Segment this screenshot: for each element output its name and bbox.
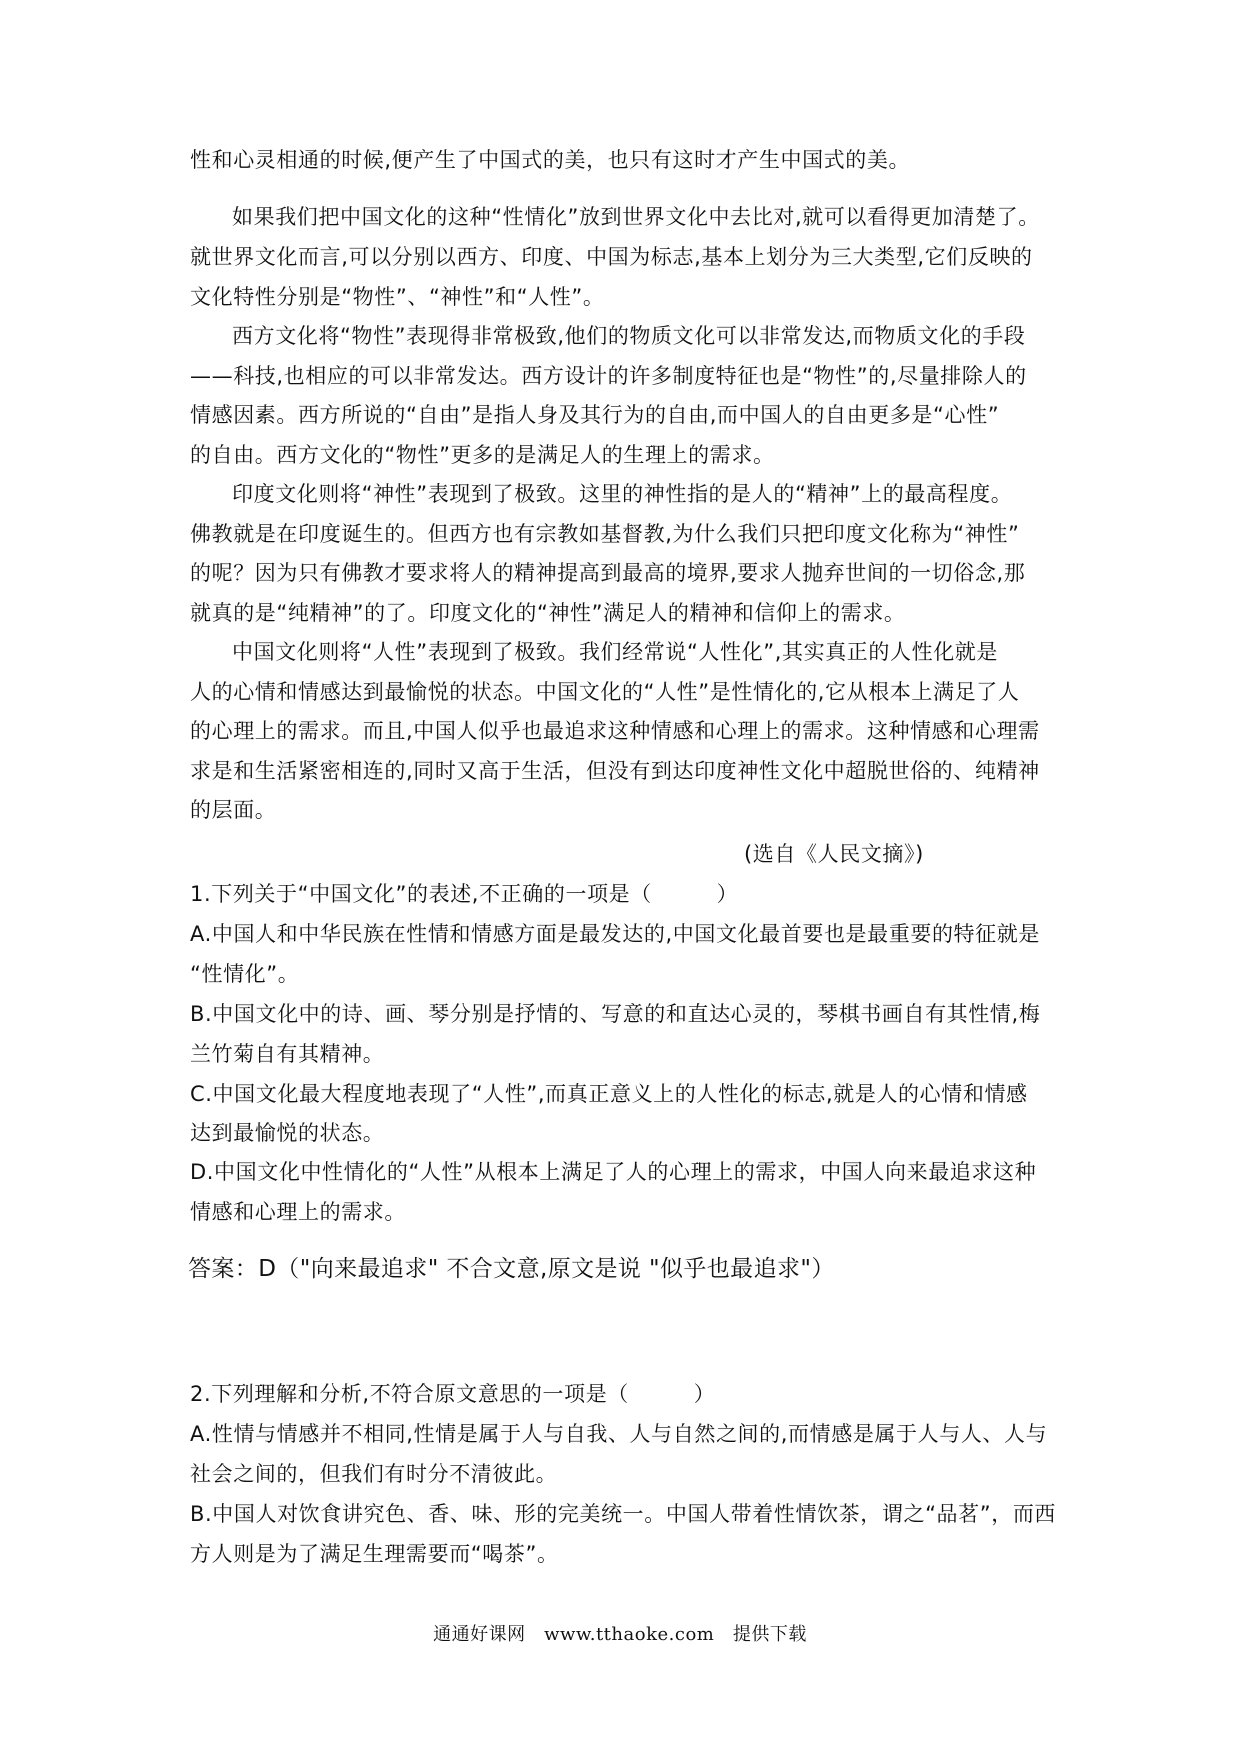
- passage-line: 情感因素。西方所说的“自由”是指人身及其行为的自由,而中国人的自由更多是“心性”: [190, 403, 1000, 427]
- question-2-option-b: B.中国人对饮食讲究色、香、味、形的完美统一。中国人带着性情饮茶，谓之“品茗”，而西: [190, 1502, 1057, 1526]
- question-1-option-a: A.中国人和中华民族在性情和情感方面是最发达的,中国文化最首要也是最重要的特征就是: [190, 922, 1040, 946]
- question-1-option-d: D.中国文化中性情化的“人性”从根本上满足了人的心理上的需求，中国人向来最追求这种: [190, 1160, 1037, 1184]
- question-1-option-c: C.中国文化最大程度地表现了“人性”,而真正意义上的人性化的标志,就是人的心情和情感: [190, 1082, 1028, 1106]
- question-1-stem: 1.下列关于“中国文化”的表述,不正确的一项是（ ）: [190, 882, 739, 906]
- question-2-option-a: A.性情与情感并不相同,性情是属于人与自我、人与自然之间的,而情感是属于人与人、人与: [190, 1422, 1048, 1446]
- question-1-option-b: B.中国文化中的诗、画、琴分别是抒情的、写意的和直达心灵的，琴棋书画自有其性情,梅: [190, 1002, 1041, 1026]
- passage-line: 中国文化则将“人性”表现到了极致。我们经常说“人性化”,其实真正的人性化就是: [232, 640, 998, 664]
- passage-line: 性和心灵相通的时候,便产生了中国式的美，也只有这时才产生中国式的美。: [190, 148, 911, 172]
- question-1-option-d: 情感和心理上的需求。: [190, 1200, 406, 1224]
- passage-line: 的呢？因为只有佛教才要求将人的精神提高到最高的境界,要求人抛弃世间的一切俗念,那: [190, 561, 1026, 585]
- question-1-option-a: “性情化”。: [190, 962, 300, 986]
- passage-line: 就真的是“纯精神”的了。印度文化的“神性”满足人的精神和信仰上的需求。: [190, 601, 906, 625]
- page-footer: 通通好课网 www.tthaoke.com 提供下载: [433, 1624, 807, 1645]
- passage-line: 印度文化则将“神性”表现到了极致。这里的神性指的是人的“精神”上的最高程度。: [232, 482, 1013, 506]
- passage-line: 就世界文化而言,可以分别以西方、印度、中国为标志,基本上划分为三大类型,它们反映的: [190, 245, 1033, 269]
- question-1-option-b: 兰竹菊自有其精神。: [190, 1042, 385, 1066]
- source-citation: (选自《人民文摘》): [744, 842, 924, 866]
- passage-line: ——科技,也相应的可以非常发达。西方设计的许多制度特征也是“物性”的,尽量排除人的: [190, 364, 1027, 388]
- passage-line: 人的心情和情感达到最愉悦的状态。中国文化的“人性”是性情化的,它从根本上满足了人: [190, 680, 1020, 704]
- passage-line: 的自由。西方文化的“物性”更多的是满足人的生理上的需求。: [190, 443, 775, 467]
- passage-line: 佛教就是在印度诞生的。但西方也有宗教如基督教,为什么我们只把印度文化称为“神性”: [190, 522, 1020, 546]
- passage-line: 的层面。: [190, 798, 277, 822]
- question-1-option-c: 达到最愉悦的状态。: [190, 1121, 385, 1145]
- question-2-stem: 2.下列理解和分析,不符合原文意思的一项是（ ）: [190, 1382, 716, 1406]
- passage-line: 文化特性分别是“物性”、“神性”和“人性”。: [190, 285, 605, 309]
- passage-line: 的心理上的需求。而且,中国人似乎也最追求这种情感和心理上的需求。这种情感和心理需: [190, 719, 1040, 743]
- question-1-answer: 答案：D（"向来最追求" 不合文意,原文是说 "似乎也最追求"）: [188, 1256, 835, 1282]
- passage-line: 如果我们把中国文化的这种“性情化”放到世界文化中去比对,就可以看得更加清楚了。: [232, 205, 1040, 229]
- passage-line: 求是和生活紧密相连的,同时又高于生活，但没有到达印度神性文化中超脱世俗的、纯精神: [190, 759, 1040, 783]
- question-2-option-a: 社会之间的，但我们有时分不清彼此。: [190, 1462, 558, 1486]
- question-2-option-b: 方人则是为了满足生理需要而“喝茶”。: [190, 1542, 559, 1566]
- passage-line: 西方文化将“物性”表现得非常极致,他们的物质文化可以非常发达,而物质文化的手段: [232, 324, 1026, 348]
